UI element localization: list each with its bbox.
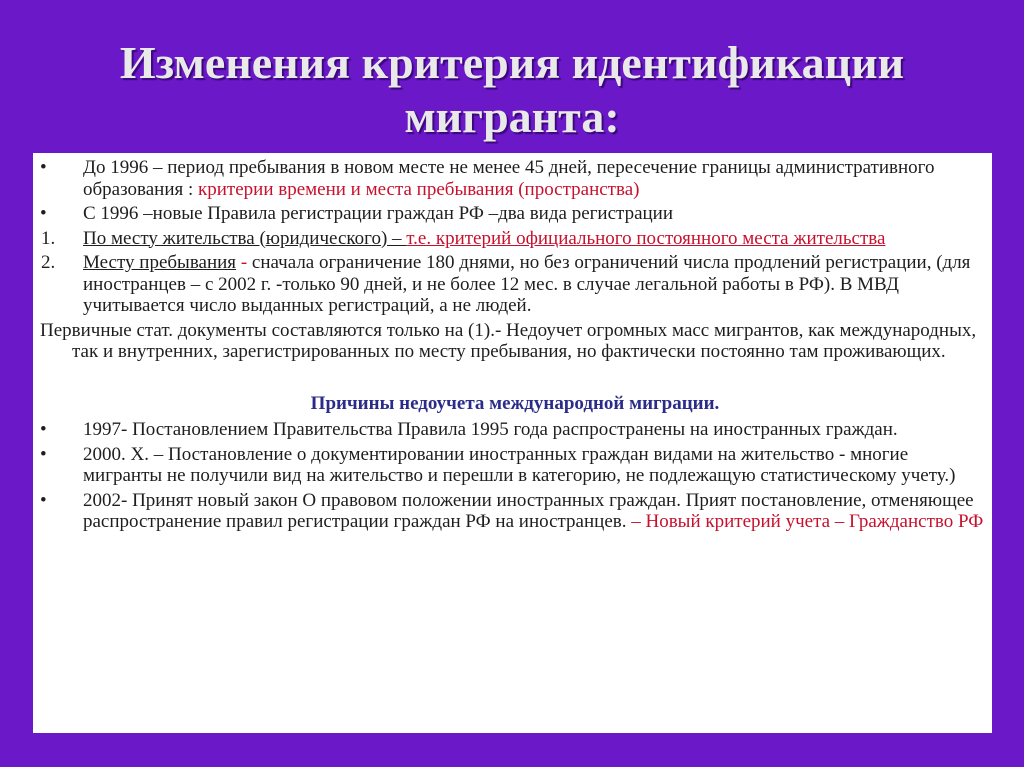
number-marker: 2. [41,252,56,273]
item-underlined-text: Месту пребывания [83,252,237,273]
bullet-marker: • [40,157,47,178]
content-panel [33,153,992,733]
list-item [40,419,990,441]
item-text: С 1996 –новые Правила регистрации граждан РФ –два вида регистрации [83,203,674,224]
list-item [40,228,990,250]
item-red-dash: - [236,252,252,273]
item-text: До 1996 – период пребывания в новом месте не менее 45 дней, пересечение границы административного образования : [83,157,935,200]
list-item [40,157,990,200]
list-item [40,252,990,317]
bullet-marker: • [40,419,47,440]
content-body [40,157,990,536]
list-item [40,444,990,487]
item-text: 1997- Постановлением Правительства Правила 1995 года распространены на иностранных граждан. [83,419,898,440]
bullet-marker: • [40,489,47,511]
slide-title-line2: мигранта: [404,91,620,142]
item-text: сначала ограничение 180 днями, но без ограничений числа продлений регистрации, (для иностранцев – с 2002 г. -только 90 дней, и не более 12 мес. в случае легальной работы в РФ). В МВД учитывается число выданных регистраций, а не людей. [83,252,971,316]
list-item [40,203,990,225]
section-heading: Причины недоучета международной миграции. [310,392,720,414]
list-item [40,490,990,533]
item-red-text: критерии времени и места пребывания (пространства) [198,178,640,200]
item-text: 2002- Принят новый закон О правовом положении иностранных граждан. Прият постановление, отменяющее распространение правил регистрации граждан РФ на иностранцев. [83,489,974,532]
bullet-marker: • [40,203,47,224]
slide-title [0,36,1024,144]
paragraph: Первичные стат. документы составляются только на (1).- Недоучет огромных масс мигрантов, как международных, так и внутренних, зарегистрированных по месту пребывания, но фактически постоянно там проживающих. [40,319,977,362]
item-text: 2000. Х. – Постановление о документировании иностранных граждан видами на жительство - многие мигранты не получили вид на жительство и перешли в категорию, не подлежащую статистическому учету.) [83,443,956,486]
number-marker: 1. [41,227,56,249]
bullet-marker: • [40,443,47,465]
item-text: По месту жительства (юридического) – [83,227,407,249]
item-red-text: – Новый критерий учета – Гражданство РФ [631,511,984,532]
item-red-text: т.е. критерий официального постоянного места жительства [406,227,886,249]
slide-title-line1: Изменения критерия идентификации [119,37,905,88]
